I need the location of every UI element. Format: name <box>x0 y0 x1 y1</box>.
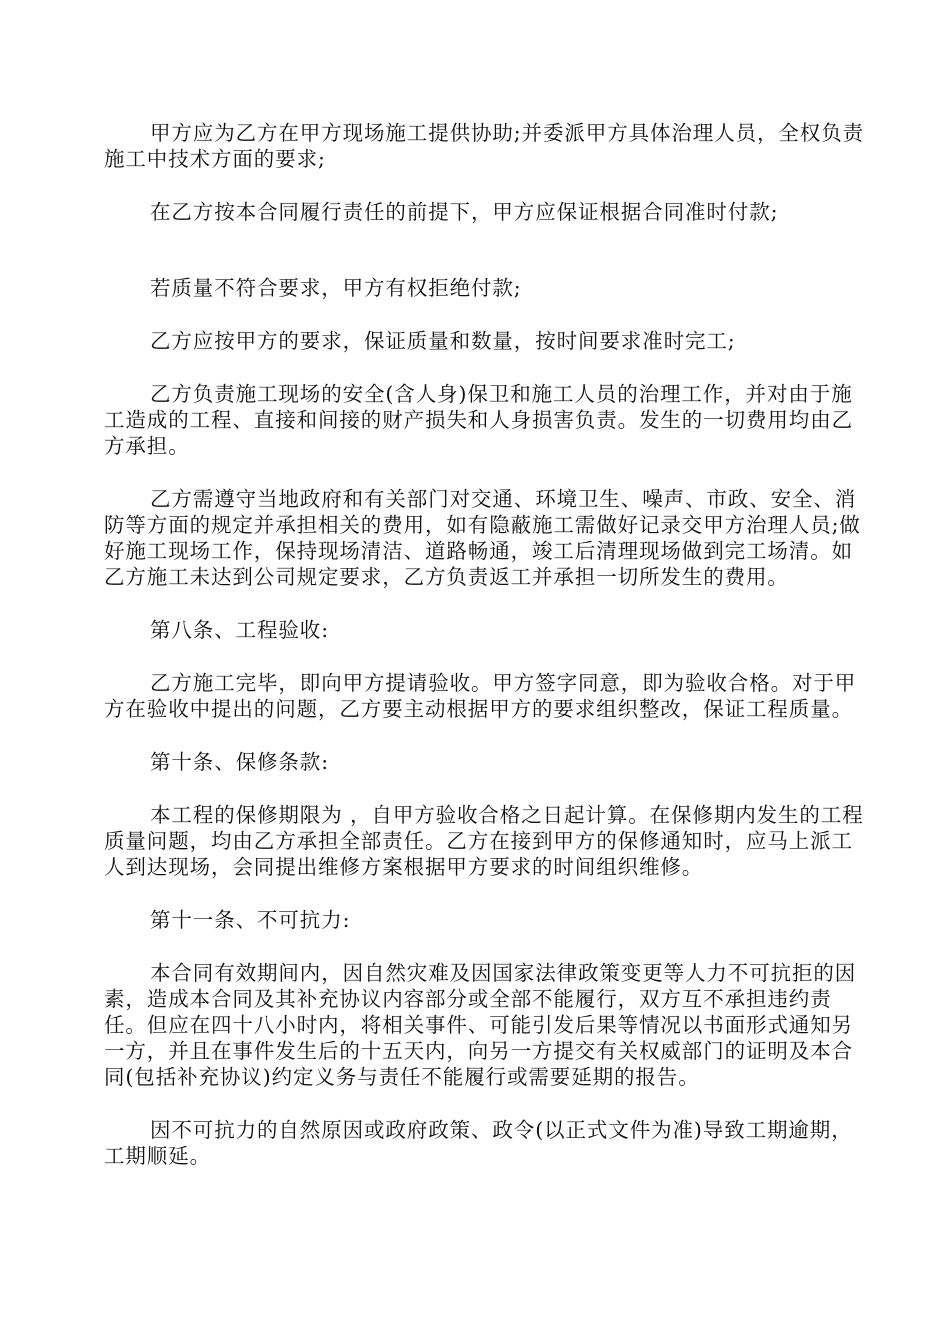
paragraph-acceptance: 乙方施工完毕，即向甲方提请验收。甲方签字同意，即为验收合格。对于甲方在验收中提出的问题，乙方要主动根据甲方的要求组织整改，保证工程质量。 <box>104 671 857 721</box>
paragraph-complete-on-time: 乙方应按甲方的要求，保证质量和数量，按时间要求准时完工; <box>150 329 736 353</box>
heading-article-10-warranty: 第十条、保修条款: <box>150 750 330 774</box>
paragraph-payment-on-time: 在乙方按本合同履行责任的前提下，甲方应保证根据合同准时付款; <box>150 200 779 224</box>
paragraph-schedule-extension: 因不可抗力的自然原因或政府政策、政令(以正式文件为准)导致工期逾期，工期顺延。 <box>104 1118 853 1168</box>
paragraph-regulations: 乙方需遵守当地政府和有关部门对交通、环境卫生、噪声、市政、安全、消防等方面的规定并承担相关的费用，如有隐蔽施工需做好记录交甲方治理人员;做好施工现场工作，保持现场清洁、道路畅通，竣工后清理现场做到完工场清。如乙方施工未达到公司规定要求，乙方负责返工并承担一切所发生的费用。 <box>104 487 861 589</box>
paragraph-refuse-payment: 若质量不符合要求，甲方有权拒绝付款; <box>150 276 522 300</box>
paragraph-site-safety: 乙方负责施工现场的安全(含人身)保卫和施工人员的治理工作，并对由于施工造成的工程、直接和间接的财产损失和人身损害负责。发生的一切费用均由乙方承担。 <box>104 382 853 458</box>
document-page <box>104 120 864 1196</box>
paragraph-force-majeure: 本合同有效期间内，因自然灾难及因国家法律政策变更等人力不可抗拒的因素，造成本合同及其补充协议内容部分或全部不能履行，双方互不承担违约责任。但应在四十八小时内，将相关事件、可能引发后果等情况以书面形式通知另一方，并且在事件发生后的十五天内，向另一方提交有关权威部门的证明及本合同(包括补充协议)约定义务与责任不能履行或需要延期的报告。 <box>104 961 857 1089</box>
heading-article-11-force-majeure: 第十一条、不可抗力: <box>150 908 351 932</box>
paragraph-warranty: 本工程的保修期限为 ，自甲方验收合格之日起计算。在保修期内发生的工程质量问题，均由乙方承担全部责任。乙方在接到甲方的保修通知时，应马上派工人到达现场，会同提出维修方案根据甲方要求的时间组织维修。 <box>104 803 864 879</box>
paragraph-party-a-assist: 甲方应为乙方在甲方现场施工提供协助;并委派甲方具体治理人员，全权负责施工中技术方面的要求; <box>104 121 865 171</box>
heading-article-8-acceptance: 第八条、工程验收: <box>150 618 330 642</box>
